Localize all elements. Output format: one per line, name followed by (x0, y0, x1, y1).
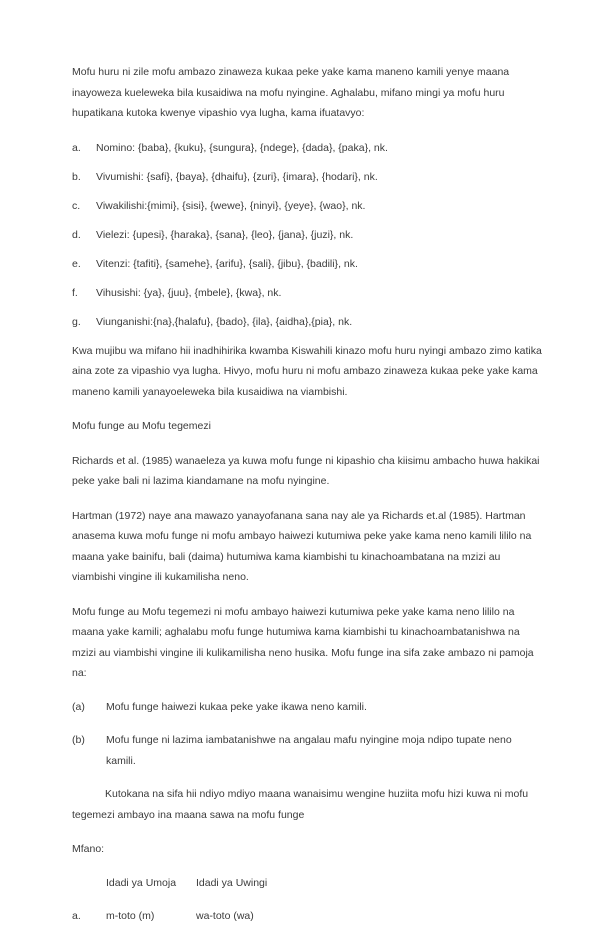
example-table-body (72, 906, 326, 940)
list-item (72, 730, 542, 771)
list-item-marker: d. (72, 228, 81, 241)
list-item (72, 312, 542, 333)
list-item-marker: c. (72, 199, 81, 212)
list-item-text: Viunganishi:{na},{halafu}, {bado}, {ila}, {aidha},{pia}, nk. (96, 315, 353, 328)
table-header-row (72, 873, 326, 907)
list-item-marker: g. (72, 315, 81, 328)
example-table (72, 873, 326, 940)
list-item-text: Mofu funge ni lazima iambatanishwe na angalau mafu nyingine moja ndipo tupate neno kamili. (106, 734, 512, 767)
table-row (72, 906, 326, 940)
list-item-text: Vitenzi: {tafiti}, {samehe}, {arifu}, {sali}, {jibu}, {badili}, nk. (96, 257, 358, 270)
list-item-text: Viwakilishi:{mimi}, {sisi}, {wewe}, {ninyi}, {yeye}, {wao}, nk. (96, 199, 366, 212)
list-item-text: Vihusishi: {ya}, {juu}, {mbele}, {kwa}, nk. (96, 286, 282, 299)
list-item-marker: f. (72, 286, 78, 299)
example-table-head (72, 873, 326, 907)
list-item-marker: e. (72, 257, 81, 270)
example-label: Mfano: (72, 843, 105, 855)
richards-paragraph: Richards et al. (1985) wanaeleza ya kuwa mofu funge ni kipashio cha kiisimu ambacho huwa hakikai peke yake bali ni lazima kiandamane na mofu nyingine. (72, 454, 540, 487)
list-item-marker: b. (72, 170, 81, 183)
row-marker: a. (72, 910, 81, 922)
features-list (72, 697, 542, 772)
list-item (72, 697, 542, 718)
list-item (72, 254, 542, 275)
row-singular: m-toto (m) (106, 910, 155, 922)
section-heading: Mofu funge au Mofu tegemezi (72, 420, 211, 432)
document-content (72, 62, 542, 940)
list-item (72, 138, 542, 159)
list-item (72, 225, 542, 246)
intro-paragraph: Mofu huru ni zile mofu ambazo zinaweza kukaa peke yake kama maneno kamili yenye maana inayoweza kueleweka bila kusaidiwa na mofu nyingine. Aghalabu, mifano mingi ya mofu huru hupatikana kutoka kwenye vipashio vya lugha, kama ifuatavyo: (72, 66, 510, 119)
list-item-text: Nomino: {baba}, {kuku}, {sungura}, {ndege}, {dada}, {paka}, nk. (96, 141, 388, 154)
word-class-list (72, 138, 542, 333)
row-plural: wa-toto (wa) (196, 910, 254, 922)
list-item-marker: (a) (72, 700, 85, 713)
column-header-marker (72, 873, 106, 907)
list-item (72, 196, 542, 217)
definition-paragraph: Mofu funge au Mofu tegemezi ni mofu ambayo haiwezi kutumiwa peke yake kama neno lililo na maana yake kamili; aghalabu mofu funge hutumiwa kama kiambishi tu kinachoambatanishwa na mzizi au viambishi vingine ili kulikamilisha neno husika. Mofu funge ina sifa zake ambazo ni pamoja na: (72, 605, 534, 679)
list-item-text: Mofu funge haiwezi kukaa peke yake ikawa neno kamili. (106, 700, 367, 713)
column-header-singular: Idadi ya Umoja (106, 876, 177, 889)
list-item-text: Vivumishi: {safi}, {baya}, {dhaifu}, {zuri}, {imara}, {hodari}, nk. (96, 170, 378, 183)
list-item-marker: (b) (72, 734, 85, 746)
hartman-paragraph: Hartman (1972) naye ana mawazo yanayofanana sana nay ale ya Richards et.al (1985). Hartman anasema kuwa mofu funge ni mofu ambayo haiwezi kutumiwa peke yake kama neno kamili lililo na maana yake bainifu, bali (daima) hutumiwa kama kiambishi tu kinachoambatana na mzizi au viambishi vingine ili kukamilisha neno. (72, 509, 532, 583)
list-item (72, 283, 542, 304)
column-header-plural: Idadi ya Uwingi (196, 876, 268, 889)
conclusion-paragraph: Kutokana na sifa hii ndiyo mdiyo maana wanaisimu wengine huziita mofu hizi kuwa ni mofu tegemezi ambayo ina maana sawa na mofu funge (72, 788, 529, 821)
list-item-text: Vielezi: {upesi}, {haraka}, {sana}, {leo}, {jana}, {juzi}, nk. (96, 228, 354, 241)
list-item-marker: a. (72, 141, 81, 154)
list-item (72, 167, 542, 188)
after-list-paragraph: Kwa mujibu wa mifano hii inadhihirika kwamba Kiswahili kinazo mofu huru nyingi ambazo zimo katika aina zote za vipashio vya lugha. Hivyo, mofu huru ni mofu ambazo zinaweza kukaa peke yake kama maneno kamili yanayoeleweka bila kusaidiwa na viambishi. (72, 344, 542, 398)
